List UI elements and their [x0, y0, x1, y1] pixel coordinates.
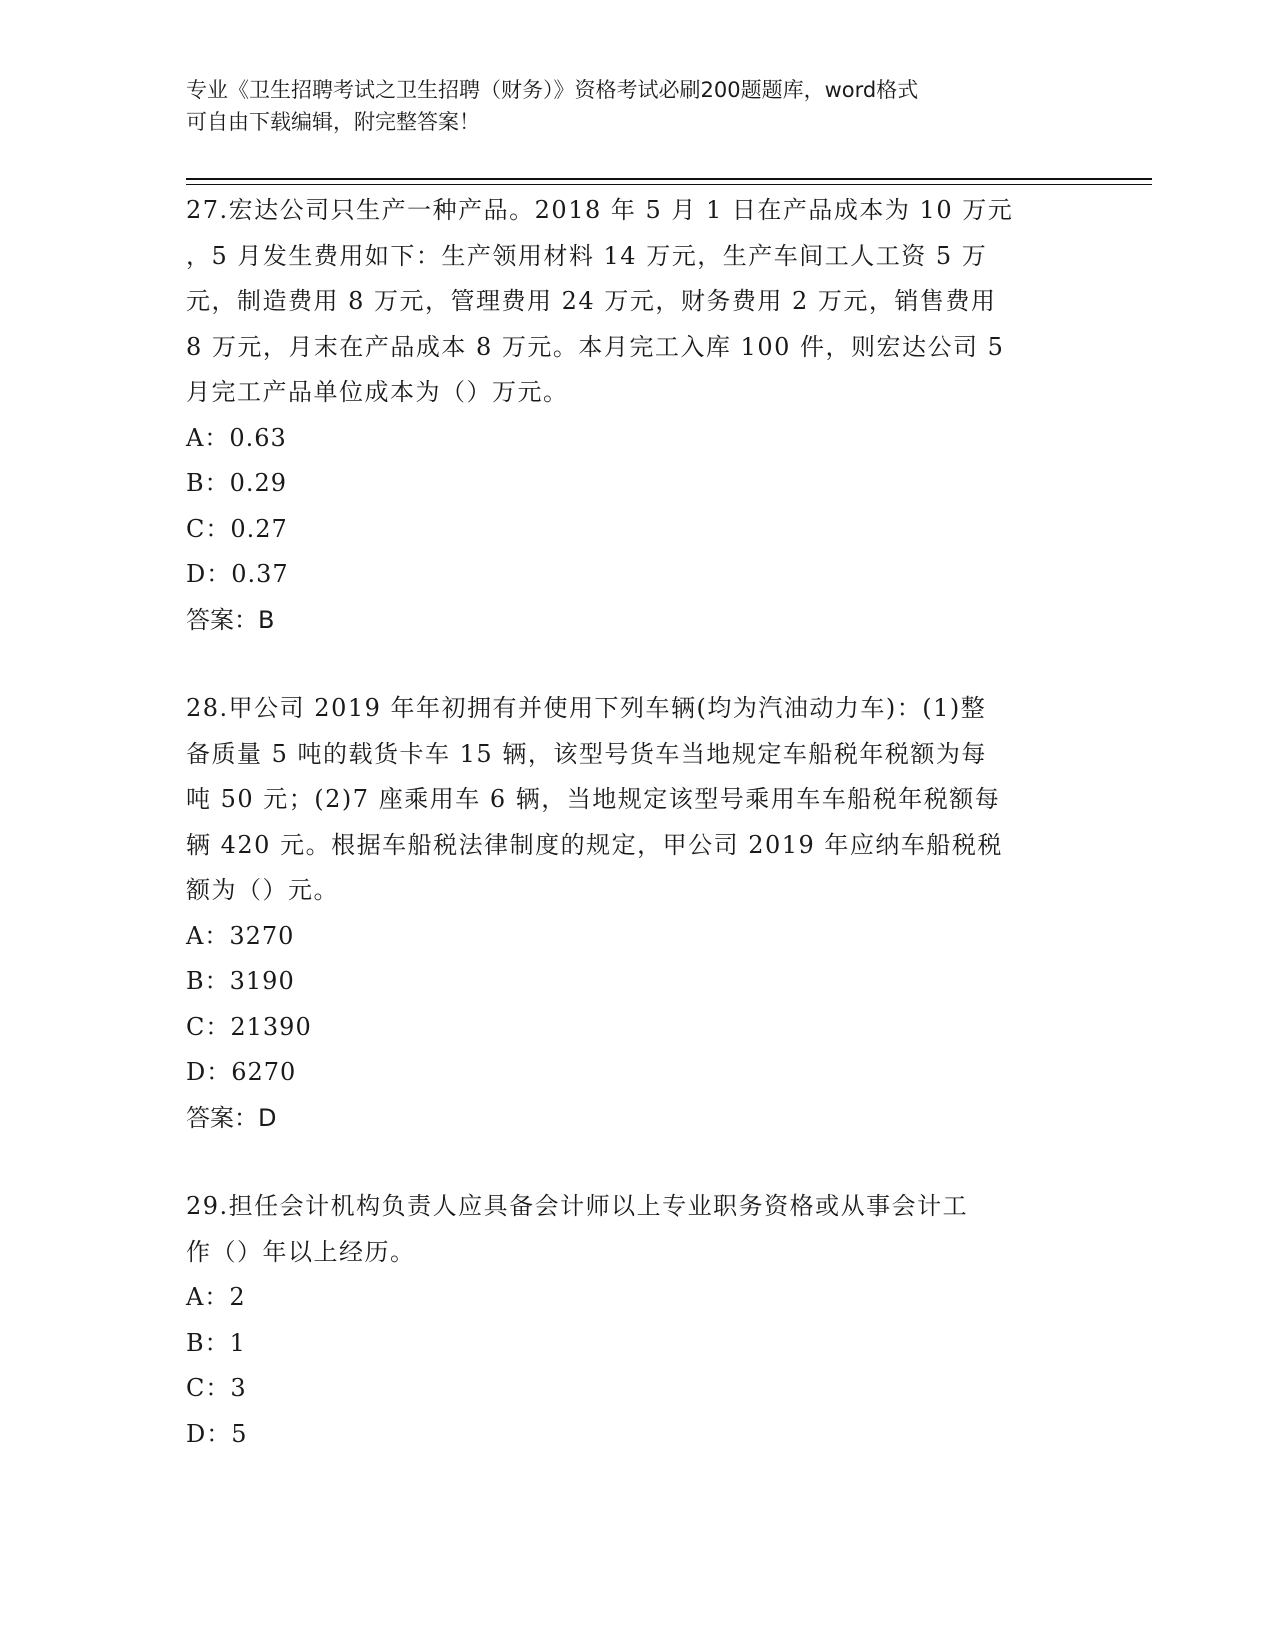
option-label: C：	[186, 514, 231, 543]
question-text-line: 28.甲公司 2019 年年初拥有并使用下列车辆(均为汽油动力车)：(1)整	[186, 694, 987, 722]
option-d	[186, 552, 1086, 598]
header-line-1: 专业《卫生招聘考试之卫生招聘（财务）》资格考试必刷200题题库，word格式	[186, 78, 919, 102]
question-text-line: 辆 420 元。根据车船税法律制度的规定，甲公司 2019 年应纳车船税税	[186, 830, 1003, 859]
question-list	[186, 188, 1086, 1457]
question-text-line: 作（）年以上经历。	[186, 1237, 416, 1266]
question-text-line: 8 万元，月末在产品成本 8 万元。本月完工入库 100 件，则宏达公司 5	[186, 332, 1005, 361]
option-value: 3	[230, 1374, 247, 1402]
option-value: 3270	[229, 921, 295, 950]
question-text-line: 吨 50 元；(2)7 座乘用车 6 辆，当地规定该型号乘用车车船税年税额每	[186, 785, 1001, 813]
option-label: C：	[186, 1374, 231, 1402]
answer-line: 答案：D	[186, 1103, 277, 1132]
question-27	[186, 188, 1086, 643]
question-text	[186, 686, 1086, 914]
question-text-line: 27.宏达公司只生产一种产品。2018 年 5 月 1 日在产品成本为 10 万元	[186, 196, 1014, 224]
option-d	[186, 1050, 1086, 1096]
option-a	[186, 416, 1086, 462]
option-c	[186, 507, 1086, 553]
option-value: 3190	[229, 967, 295, 995]
option-label: B：	[186, 1328, 230, 1357]
option-label: D：	[186, 560, 232, 588]
option-d	[186, 1412, 1086, 1458]
option-value: 1	[229, 1328, 246, 1357]
question-28	[186, 686, 1086, 1141]
option-value: 2	[229, 1283, 246, 1311]
question-spacer	[186, 643, 1086, 686]
option-value: 0.37	[231, 560, 289, 588]
header-line-2: 可自由下载编辑，附完整答案！	[186, 110, 480, 134]
option-label: A：	[186, 1283, 230, 1311]
option-c	[186, 1005, 1086, 1051]
question-spacer	[186, 1141, 1086, 1184]
header-divider-thin	[186, 184, 1152, 185]
question-text	[186, 1184, 1086, 1275]
option-c	[186, 1366, 1086, 1412]
option-value: 6270	[231, 1058, 297, 1086]
header-divider-thick	[186, 178, 1152, 180]
question-text-line: 月完工产品单位成本为（）万元。	[186, 378, 569, 406]
option-value: 0.27	[230, 514, 288, 543]
option-label: A：	[186, 423, 230, 452]
option-b	[186, 1321, 1086, 1367]
option-label: B：	[186, 469, 230, 497]
option-value: 21390	[230, 1012, 312, 1041]
question-text-line: 备质量 5 吨的载货卡车 15 辆，该型号货车当地规定车船税年税额为每	[186, 739, 987, 768]
question-29	[186, 1184, 1086, 1457]
option-value: 0.63	[229, 423, 287, 452]
option-label: C：	[186, 1012, 231, 1041]
question-text-line: 额为（）元。	[186, 876, 339, 904]
option-b	[186, 461, 1086, 507]
document-header	[186, 74, 1066, 138]
option-b	[186, 959, 1086, 1005]
option-label: A：	[186, 921, 230, 950]
question-text-line: ，5 月发生费用如下：生产领用材料 14 万元，生产车间工人工资 5 万	[186, 241, 988, 270]
option-a	[186, 1275, 1086, 1321]
question-text-line: 元，制造费用 8 万元，管理费用 24 万元，财务费用 2 万元，销售费用	[186, 287, 997, 315]
answer-line: 答案：B	[186, 605, 275, 634]
option-value: 5	[231, 1419, 248, 1448]
option-label: B：	[186, 967, 230, 995]
question-text	[186, 188, 1086, 416]
option-value: 0.29	[229, 469, 288, 497]
question-text-line: 29.担任会计机构负责人应具备会计师以上专业职务资格或从事会计工	[186, 1192, 969, 1220]
option-label: D：	[186, 1419, 232, 1448]
option-label: D：	[186, 1058, 232, 1086]
option-a	[186, 914, 1086, 960]
